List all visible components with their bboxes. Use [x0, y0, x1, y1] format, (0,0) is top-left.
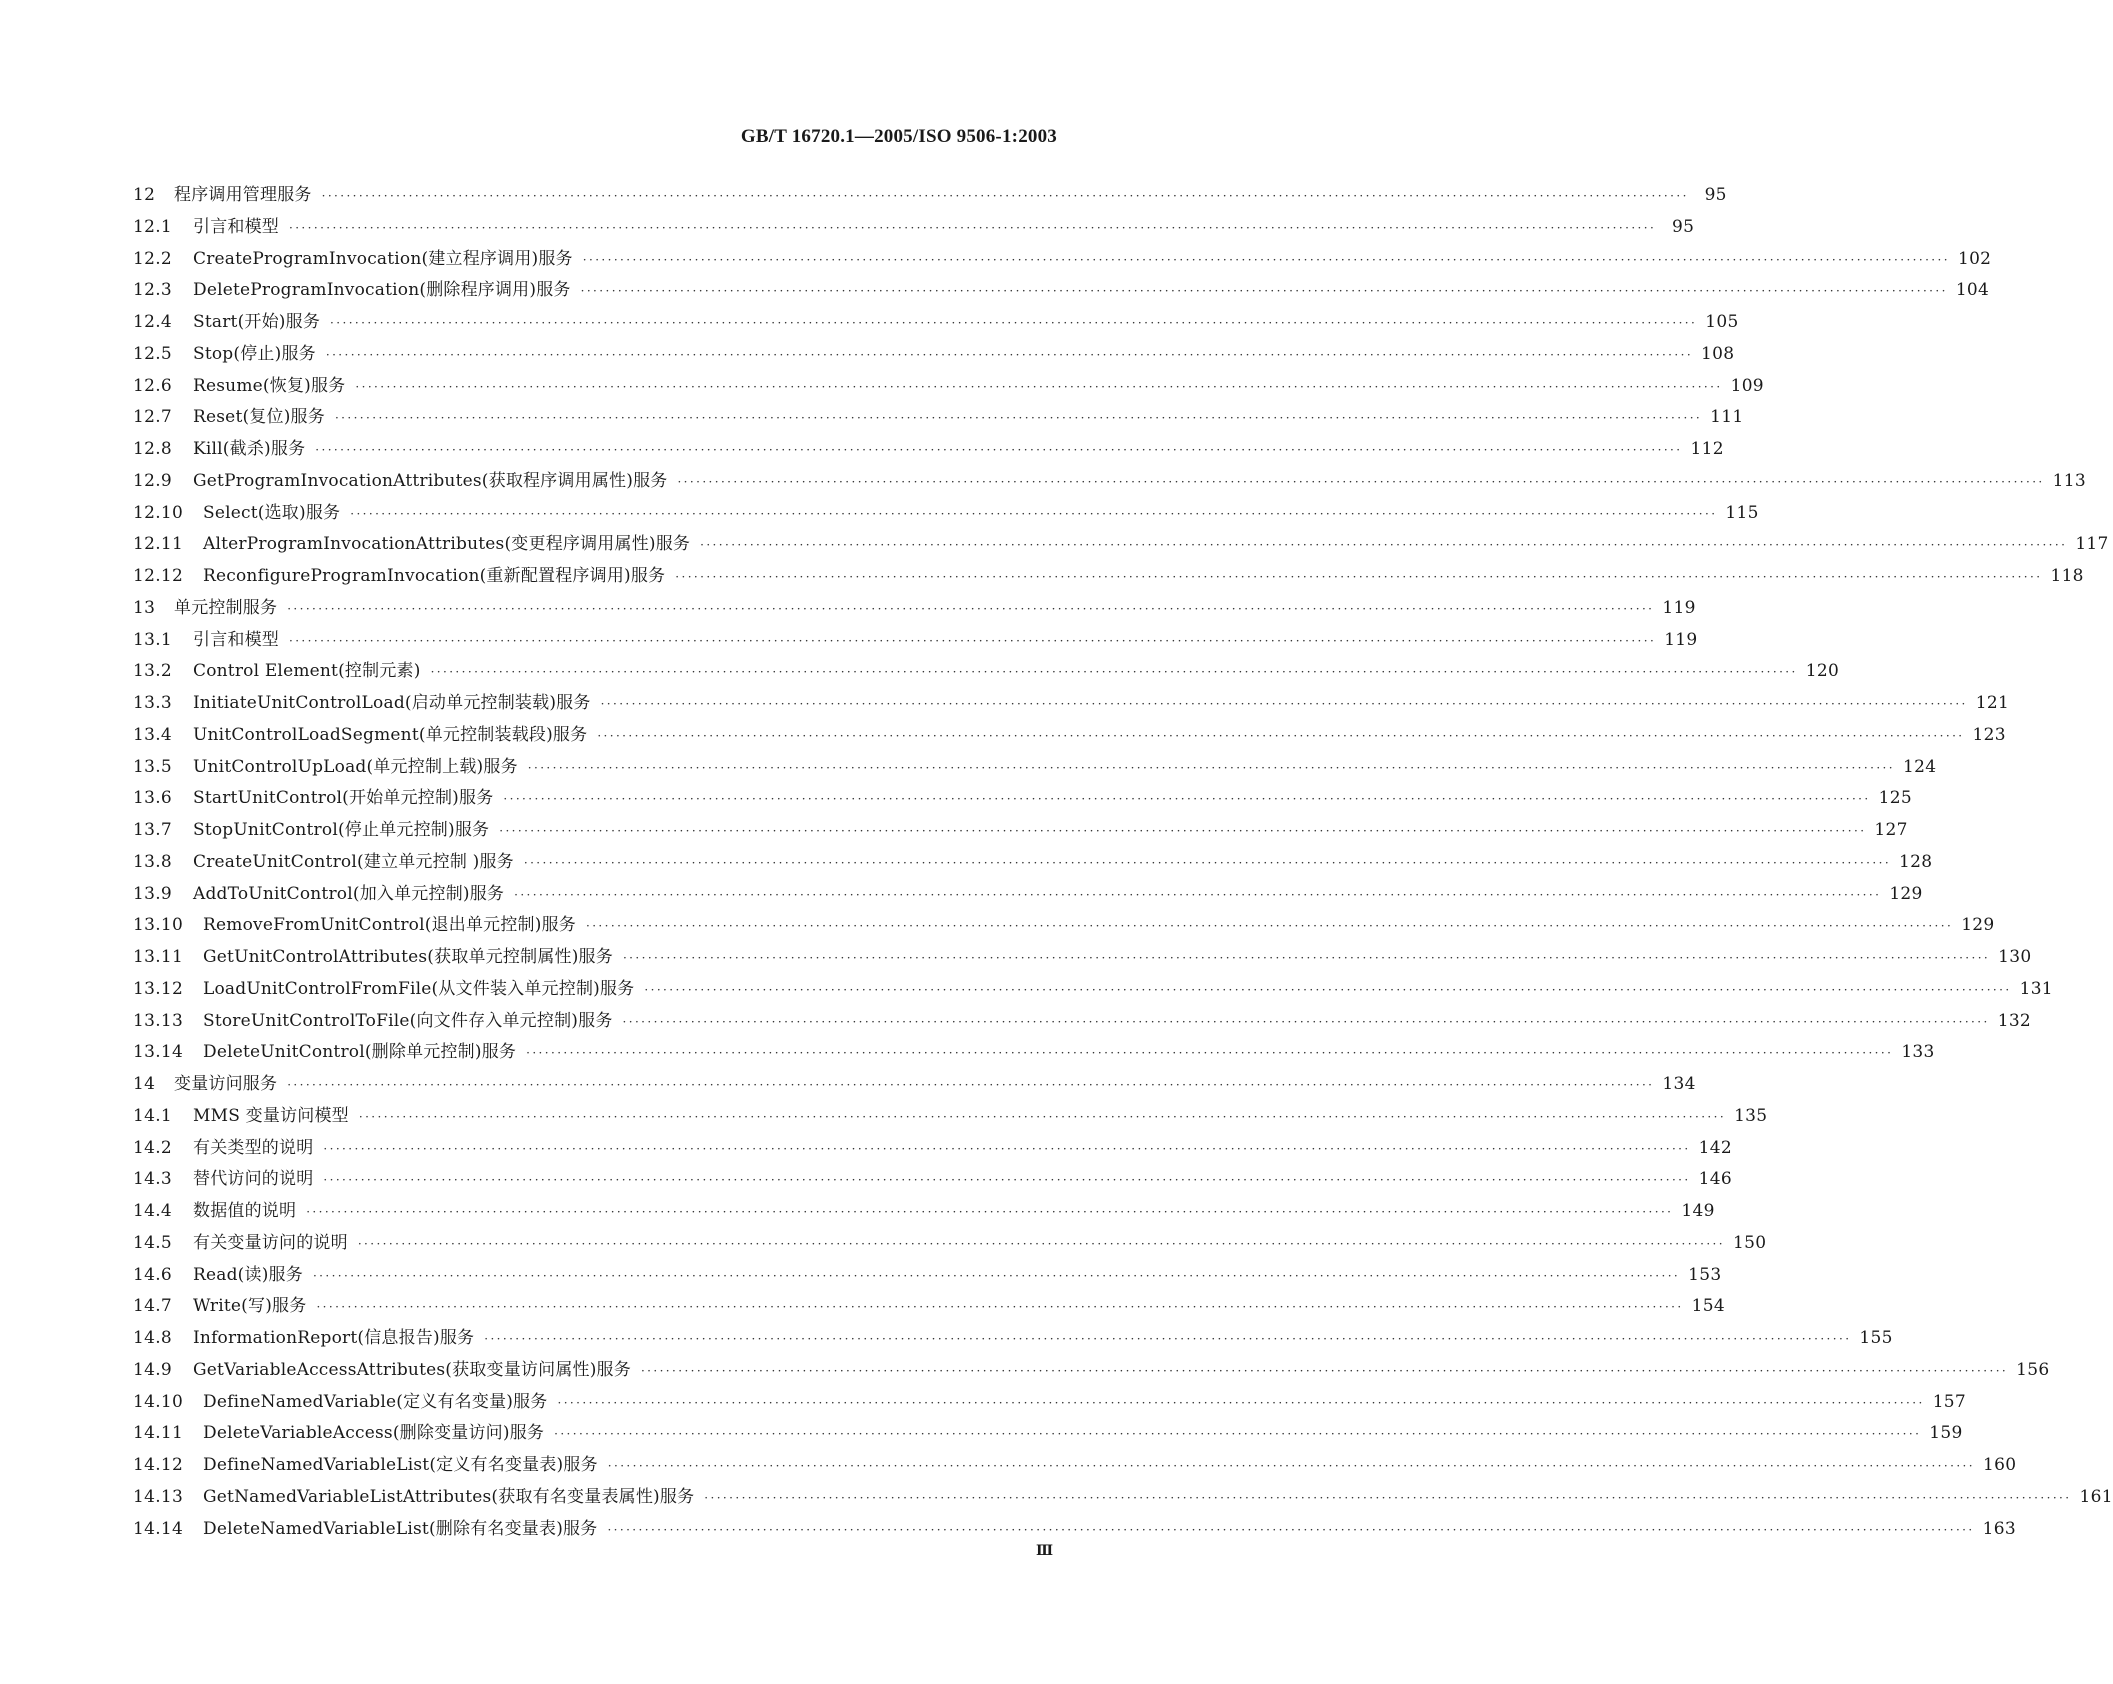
- toc-entry-page: 135: [1734, 1105, 1768, 1126]
- toc-entry[interactable]: [133, 974, 2053, 1006]
- toc-entry[interactable]: [133, 466, 2087, 498]
- dot-leader: ····························································································································································································································: [640, 1363, 2009, 1378]
- toc-entry-page: 155: [1859, 1328, 1893, 1348]
- toc-entry-title: 数据值的说明: [193, 1201, 297, 1221]
- dot-leader: ····························································································································································································································: [312, 1268, 1681, 1283]
- toc-entry-title: InitiateUnitControlLoad(启动单元控制装载)服务: [193, 693, 591, 713]
- toc-entry[interactable]: [133, 244, 1992, 276]
- toc-entry[interactable]: [133, 1133, 1732, 1165]
- dot-leader: ····························································································································································································································: [526, 1046, 1894, 1061]
- dot-leader: ····························································································································································································································: [622, 1014, 1990, 1029]
- toc-entry-number: 14.12: [133, 1455, 184, 1475]
- dot-leader: ····························································································································································································································: [287, 1078, 1655, 1092]
- toc-entry-number: 14.10: [133, 1391, 184, 1412]
- dot-leader: ····························································································································································································································: [316, 1300, 1684, 1315]
- toc-entry-page: 124: [1902, 756, 1937, 777]
- toc-entry-page: 111: [1710, 407, 1744, 428]
- dot-leader: ····························································································································································································································: [355, 379, 1723, 394]
- toc-entry-number: 12: [133, 185, 156, 205]
- toc-entry-page: 161: [2079, 1486, 2113, 1507]
- toc-entry-number: 13.2: [133, 661, 173, 682]
- toc-entry-page: 112: [1690, 439, 1724, 459]
- toc-entry[interactable]: [133, 498, 1759, 530]
- toc-entry-number: 13.11: [133, 947, 184, 967]
- toc-entry-title: CreateUnitControl(建立单元控制 )服务: [193, 851, 514, 872]
- toc-entry-page: 129: [1889, 883, 1923, 904]
- toc-entry-title: 引言和模型: [193, 216, 279, 237]
- toc-entry-title: LoadUnitControlFromFile(从文件装入单元控制)服务: [203, 978, 635, 999]
- toc-entry-number: 14.13: [133, 1486, 184, 1507]
- toc-entry-number: 14.11: [133, 1423, 184, 1444]
- toc-entry[interactable]: [133, 1006, 2032, 1038]
- toc-entry-number: 13.9: [133, 883, 173, 904]
- toc-entry-number: 13.8: [133, 851, 173, 872]
- dot-leader: ····························································································································································································································: [586, 919, 1954, 934]
- toc-entry-number: 12.1: [133, 216, 173, 237]
- toc-entry-title: Stop(停止)服务: [193, 343, 316, 364]
- toc-entry-title: 单元控制服务: [174, 597, 278, 618]
- dot-leader: ····························································································································································································································: [323, 1173, 1691, 1188]
- dot-leader: ····························································································································································································································: [704, 1490, 2072, 1505]
- toc-entry-page: 119: [1662, 597, 1696, 618]
- toc-entry-title: CreateProgramInvocation(建立程序调用)服务: [193, 248, 573, 269]
- toc-entry-title: Select(选取)服务: [203, 502, 341, 523]
- dot-leader: ····························································································································································································································: [597, 728, 1965, 743]
- toc-entry[interactable]: [133, 307, 1739, 339]
- toc-entry-number: 13.1: [133, 629, 173, 650]
- table-of-contents: [133, 180, 2113, 1545]
- toc-entry-number: 13: [133, 597, 156, 618]
- toc-entry[interactable]: [133, 1323, 1893, 1355]
- toc-entry[interactable]: [133, 402, 1744, 434]
- toc-entry-number: 12.8: [133, 439, 173, 459]
- toc-entry-page: 108: [1701, 343, 1735, 364]
- toc-entry[interactable]: [133, 1482, 2113, 1514]
- dot-leader: ····························································································································································································································: [306, 1205, 1674, 1219]
- toc-entry[interactable]: [133, 371, 1764, 403]
- toc-entry-title: AddToUnitControl(加入单元控制)服务: [193, 883, 505, 904]
- toc-entry-number: 14.6: [133, 1264, 173, 1285]
- dot-leader: ····························································································································································································································: [334, 411, 1703, 426]
- toc-entry-title: DefineNamedVariableList(定义有名变量表)服务: [203, 1455, 598, 1475]
- toc-entry-title: ReconfigureProgramInvocation(重新配置程序调用)服务: [203, 566, 666, 586]
- toc-entry-title: UnitControlLoadSegment(单元控制装载段)服务: [193, 724, 588, 745]
- toc-entry-number: 14: [133, 1074, 156, 1094]
- toc-entry-page: 120: [1805, 661, 1840, 682]
- dot-leader: ····························································································································································································································: [484, 1332, 1852, 1346]
- toc-entry[interactable]: [133, 1450, 2017, 1482]
- toc-entry-number: 13.5: [133, 756, 173, 777]
- toc-entry[interactable]: [133, 1101, 1768, 1133]
- dot-leader: ····························································································································································································································: [700, 538, 2068, 553]
- toc-entry-page: 109: [1730, 375, 1764, 396]
- toc-entry[interactable]: [133, 847, 1933, 879]
- toc-entry-page: 118: [2050, 566, 2084, 586]
- toc-entry-title: RemoveFromUnitControl(退出单元控制)服务: [203, 915, 576, 936]
- toc-entry-title: DeleteVariableAccess(删除变量访问)服务: [203, 1423, 545, 1444]
- toc-entry-title: DeleteUnitControl(删除单元控制)服务: [203, 1042, 517, 1063]
- toc-entry-title: Kill(截杀)服务: [193, 439, 306, 459]
- toc-entry-page: 134: [1662, 1074, 1696, 1094]
- toc-entry-page: 131: [2019, 978, 2053, 999]
- toc-entry[interactable]: [133, 1387, 1967, 1419]
- toc-entry-page: 105: [1705, 312, 1739, 332]
- dot-leader: ····························································································································································································································: [289, 220, 1657, 235]
- toc-entry-page: 129: [1961, 915, 1995, 936]
- dot-leader: ····························································································································································································································: [358, 1109, 1727, 1124]
- toc-entry[interactable]: [133, 752, 1937, 784]
- toc-entry-page: 127: [1874, 820, 1908, 840]
- toc-entry-page: 142: [1698, 1137, 1732, 1158]
- dot-leader: ····························································································································································································································: [430, 665, 1798, 680]
- toc-entry-title: GetProgramInvocationAttributes(获取程序调用属性)服务: [193, 470, 668, 491]
- toc-entry[interactable]: [133, 529, 2109, 561]
- toc-entry-title: 有关类型的说明: [193, 1137, 314, 1158]
- toc-entry[interactable]: [133, 1228, 1767, 1260]
- toc-entry[interactable]: [133, 1514, 2016, 1546]
- dot-leader: ····························································································································································································································: [357, 1236, 1725, 1251]
- toc-entry-number: 12.12: [133, 566, 184, 586]
- toc-entry-page: 102: [1957, 248, 1992, 269]
- dot-leader: ····························································································································································································································: [315, 443, 1683, 457]
- toc-entry-title: Start(开始)服务: [193, 312, 321, 332]
- toc-entry-page: 125: [1878, 788, 1912, 809]
- toc-entry[interactable]: [133, 942, 2032, 974]
- toc-entry-page: 154: [1691, 1296, 1725, 1317]
- toc-entry-title: 程序调用管理服务: [174, 185, 312, 205]
- toc-entry[interactable]: [133, 815, 1908, 847]
- toc-entry[interactable]: [133, 783, 1912, 815]
- toc-entry[interactable]: [133, 879, 1923, 911]
- dot-leader: ····························································································································································································································: [600, 697, 1968, 711]
- dot-leader: ····························································································································································································································: [675, 570, 2043, 584]
- toc-entry-number: 12.4: [133, 312, 173, 332]
- toc-entry-page: 130: [1998, 947, 2032, 967]
- toc-entry[interactable]: [133, 1069, 1696, 1101]
- toc-entry[interactable]: [133, 275, 1990, 307]
- toc-entry-number: 14.14: [133, 1518, 184, 1539]
- dot-leader: ····························································································································································································································: [503, 792, 1871, 807]
- toc-entry-page: 149: [1681, 1201, 1715, 1221]
- standard-code-header: GB/T 16720.1—2005/ISO 9506-1:2003: [740, 126, 1057, 147]
- dot-leader: ····························································································································································································································: [514, 887, 1882, 902]
- toc-entry[interactable]: [133, 434, 1724, 466]
- toc-entry-title: AlterProgramInvocationAttributes(变更程序调用属性)服务: [203, 534, 691, 555]
- dot-leader: ····························································································································································································································: [527, 760, 1895, 775]
- dot-leader: ····························································································································································································································: [499, 824, 1867, 838]
- dot-leader: ····························································································································································································································: [607, 1459, 1975, 1473]
- toc-entry-number: 13.12: [133, 978, 184, 999]
- toc-entry-number: 14.8: [133, 1328, 173, 1348]
- toc-entry-page: 119: [1664, 629, 1698, 650]
- toc-entry-page: 132: [1997, 1010, 2032, 1031]
- dot-leader: ····························································································································································································································: [323, 1141, 1691, 1156]
- toc-entry[interactable]: [133, 180, 1727, 212]
- toc-entry-number: 12.3: [133, 280, 173, 301]
- dot-leader: ····························································································································································································································: [557, 1395, 1925, 1410]
- toc-entry-number: 12.9: [133, 470, 173, 491]
- dot-leader: ····························································································································································································································: [607, 1522, 1975, 1537]
- toc-entry-page: 121: [1975, 693, 2010, 713]
- toc-entry-number: 13.4: [133, 724, 173, 745]
- toc-entry[interactable]: [133, 720, 2006, 752]
- toc-entry-title: 有关变量访问的说明: [193, 1232, 348, 1253]
- toc-entry-number: 13.13: [133, 1010, 184, 1031]
- toc-entry-number: 14.3: [133, 1169, 173, 1190]
- toc-entry[interactable]: [133, 212, 1695, 244]
- toc-entry-number: 12.10: [133, 502, 184, 523]
- toc-entry-number: 12.2: [133, 248, 173, 269]
- toc-entry-page: 133: [1901, 1042, 1935, 1063]
- page-number: Ⅲ: [1035, 1543, 1053, 1559]
- toc-entry-number: 12.6: [133, 375, 173, 396]
- toc-entry[interactable]: [133, 1037, 1935, 1069]
- dot-leader: ····························································································································································································································: [622, 951, 1991, 965]
- dot-leader: ····························································································································································································································: [677, 474, 2045, 489]
- toc-entry-title: GetNamedVariableListAttributes(获取有名变量表属性)服务: [203, 1486, 695, 1507]
- toc-entry-page: 146: [1698, 1169, 1732, 1190]
- toc-entry[interactable]: [133, 910, 1995, 942]
- toc-entry-page: 159: [1929, 1423, 1963, 1444]
- dot-leader: ····························································································································································································································: [554, 1427, 1922, 1442]
- toc-entry-page: 128: [1899, 851, 1933, 872]
- toc-entry-title: Resume(恢复)服务: [193, 375, 346, 396]
- dot-leader: ····························································································································································································································: [325, 347, 1694, 362]
- toc-entry-page: 160: [1982, 1455, 2017, 1475]
- toc-entry-page: 163: [1982, 1518, 2016, 1539]
- toc-entry-title: 引言和模型: [193, 629, 279, 650]
- toc-entry-title: GetVariableAccessAttributes(获取变量访问属性)服务: [193, 1359, 631, 1380]
- toc-entry-number: 14.1: [133, 1105, 173, 1126]
- toc-entry-number: 13.6: [133, 788, 173, 809]
- toc-entry[interactable]: [133, 625, 1698, 657]
- toc-entry-page: 115: [1725, 502, 1759, 523]
- toc-entry-title: DeleteProgramInvocation(删除程序调用)服务: [193, 280, 571, 301]
- toc-entry-title: 替代访问的说明: [193, 1169, 314, 1190]
- toc-entry-title: StopUnitControl(停止单元控制)服务: [193, 820, 490, 840]
- toc-entry-title: DeleteNamedVariableList(删除有名变量表)服务: [203, 1518, 598, 1539]
- toc-entry-page: 104: [1955, 280, 1990, 301]
- toc-entry-number: 14.5: [133, 1232, 173, 1253]
- dot-leader: ····························································································································································································································: [523, 855, 1892, 870]
- toc-entry-number: 14.4: [133, 1201, 173, 1221]
- toc-entry-page: 157: [1932, 1391, 1967, 1412]
- toc-entry-title: 变量访问服务: [174, 1074, 278, 1094]
- toc-entry-number: 14.7: [133, 1296, 173, 1317]
- dot-leader: ····························································································································································································································: [321, 189, 1689, 203]
- toc-entry[interactable]: [133, 339, 1735, 371]
- toc-entry[interactable]: [133, 593, 1696, 625]
- toc-entry-title: DefineNamedVariable(定义有名变量)服务: [203, 1391, 548, 1412]
- toc-entry-title: Write(写)服务: [193, 1296, 307, 1317]
- toc-entry-page: 150: [1733, 1232, 1767, 1253]
- toc-entry[interactable]: [133, 1418, 1963, 1450]
- toc-entry-title: StoreUnitControlToFile(向文件存入单元控制)服务: [203, 1010, 613, 1031]
- toc-entry[interactable]: [133, 656, 1840, 688]
- toc-entry-number: 13.10: [133, 915, 184, 936]
- toc-entry-title: InformationReport(信息报告)服务: [193, 1328, 475, 1348]
- toc-entry-page: 156: [2016, 1359, 2050, 1380]
- toc-entry[interactable]: [133, 688, 2010, 720]
- dot-leader: ····························································································································································································································: [330, 316, 1698, 330]
- dot-leader: ····························································································································································································································: [644, 982, 2012, 997]
- toc-entry[interactable]: [133, 561, 2084, 593]
- dot-leader: ····························································································································································································································: [287, 601, 1655, 616]
- toc-entry-page: 95: [1704, 185, 1727, 205]
- dot-leader: ····························································································································································································································: [289, 633, 1657, 648]
- toc-entry-number: 13.7: [133, 820, 173, 840]
- toc-entry-number: 12.11: [133, 534, 184, 555]
- toc-entry-number: 14.2: [133, 1137, 173, 1158]
- toc-entry[interactable]: [133, 1164, 1732, 1196]
- toc-entry-number: 13.3: [133, 693, 173, 713]
- toc-entry-page: 95: [1671, 216, 1695, 237]
- toc-entry-title: StartUnitControl(开始单元控制)服务: [193, 788, 494, 809]
- toc-entry-page: 123: [1972, 724, 2006, 745]
- toc-entry[interactable]: [133, 1291, 1725, 1323]
- toc-entry-title: Read(读)服务: [193, 1264, 303, 1285]
- toc-entry-number: 12.5: [133, 343, 173, 364]
- toc-entry-page: 153: [1688, 1264, 1722, 1285]
- toc-entry-title: GetUnitControlAttributes(获取单元控制属性)服务: [203, 947, 613, 967]
- toc-entry-title: Control Element(控制元素): [193, 661, 421, 682]
- toc-entry[interactable]: [133, 1355, 2050, 1387]
- toc-entry[interactable]: [133, 1260, 1722, 1292]
- toc-entry-title: Reset(复位)服务: [193, 407, 325, 428]
- toc-entry-title: MMS 变量访问模型: [193, 1105, 349, 1126]
- toc-entry[interactable]: [133, 1196, 1715, 1228]
- toc-entry-number: 12.7: [133, 407, 173, 428]
- toc-entry-page: 117: [2075, 534, 2109, 555]
- toc-entry-number: 14.9: [133, 1359, 173, 1380]
- dot-leader: ····························································································································································································································: [350, 506, 1718, 521]
- toc-entry-page: 113: [2052, 470, 2087, 491]
- dot-leader: ····························································································································································································································: [580, 284, 1948, 299]
- dot-leader: ····························································································································································································································: [582, 252, 1950, 267]
- toc-entry-title: UnitControlUpLoad(单元控制上载)服务: [193, 756, 518, 777]
- toc-entry-number: 13.14: [133, 1042, 184, 1063]
